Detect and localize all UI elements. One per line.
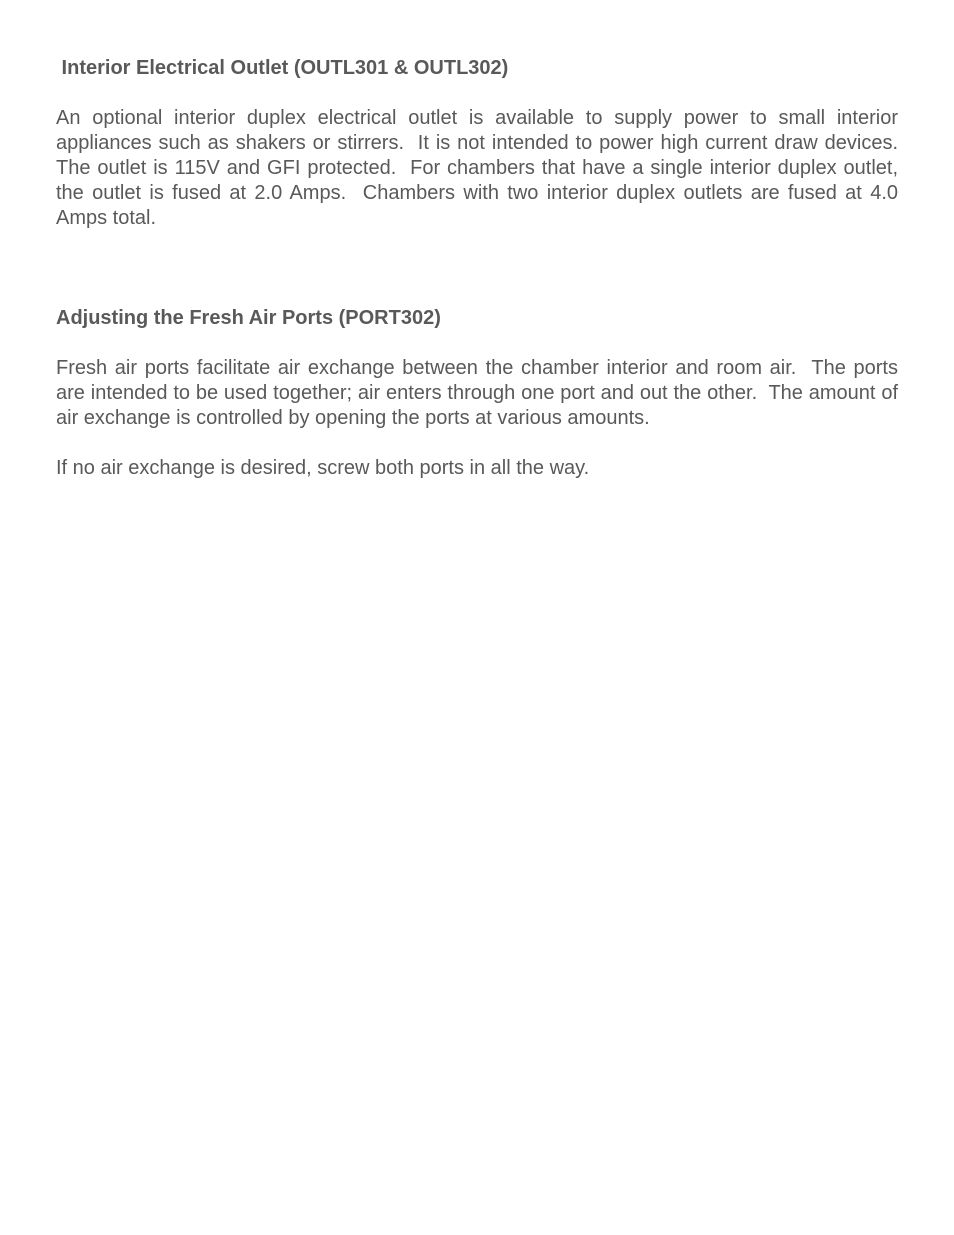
section-interior-electrical-outlet	[56, 56, 910, 231]
section-heading: Adjusting the Fresh Air Ports (PORT302)	[56, 307, 441, 329]
section-fresh-air-ports	[56, 306, 904, 481]
paragraph: An optional interior duplex electrical outlet is available to supply power to small interior appliances such as shakers or stirrers. It is not intended to power high current draw devices. The outlet is 115V and GFI protected. For chambers that have a single interior duplex outlet, the outlet is fused at 2.0 Amps. Chambers with two interior duplex outlets are fused at 4.0 Amps total.	[56, 107, 910, 229]
paragraph: If no air exchange is desired, screw both ports in all the way.	[56, 457, 590, 479]
document-page	[56, 56, 910, 481]
section-heading: Interior Electrical Outlet (OUTL301 & OUTL302)	[56, 57, 509, 79]
paragraph: Fresh air ports facilitate air exchange between the chamber interior and room air. The ports are intended to be used together; air enters through one port and out the other. The amount of air exchange is controlled by opening the ports at various amounts.	[56, 357, 904, 429]
